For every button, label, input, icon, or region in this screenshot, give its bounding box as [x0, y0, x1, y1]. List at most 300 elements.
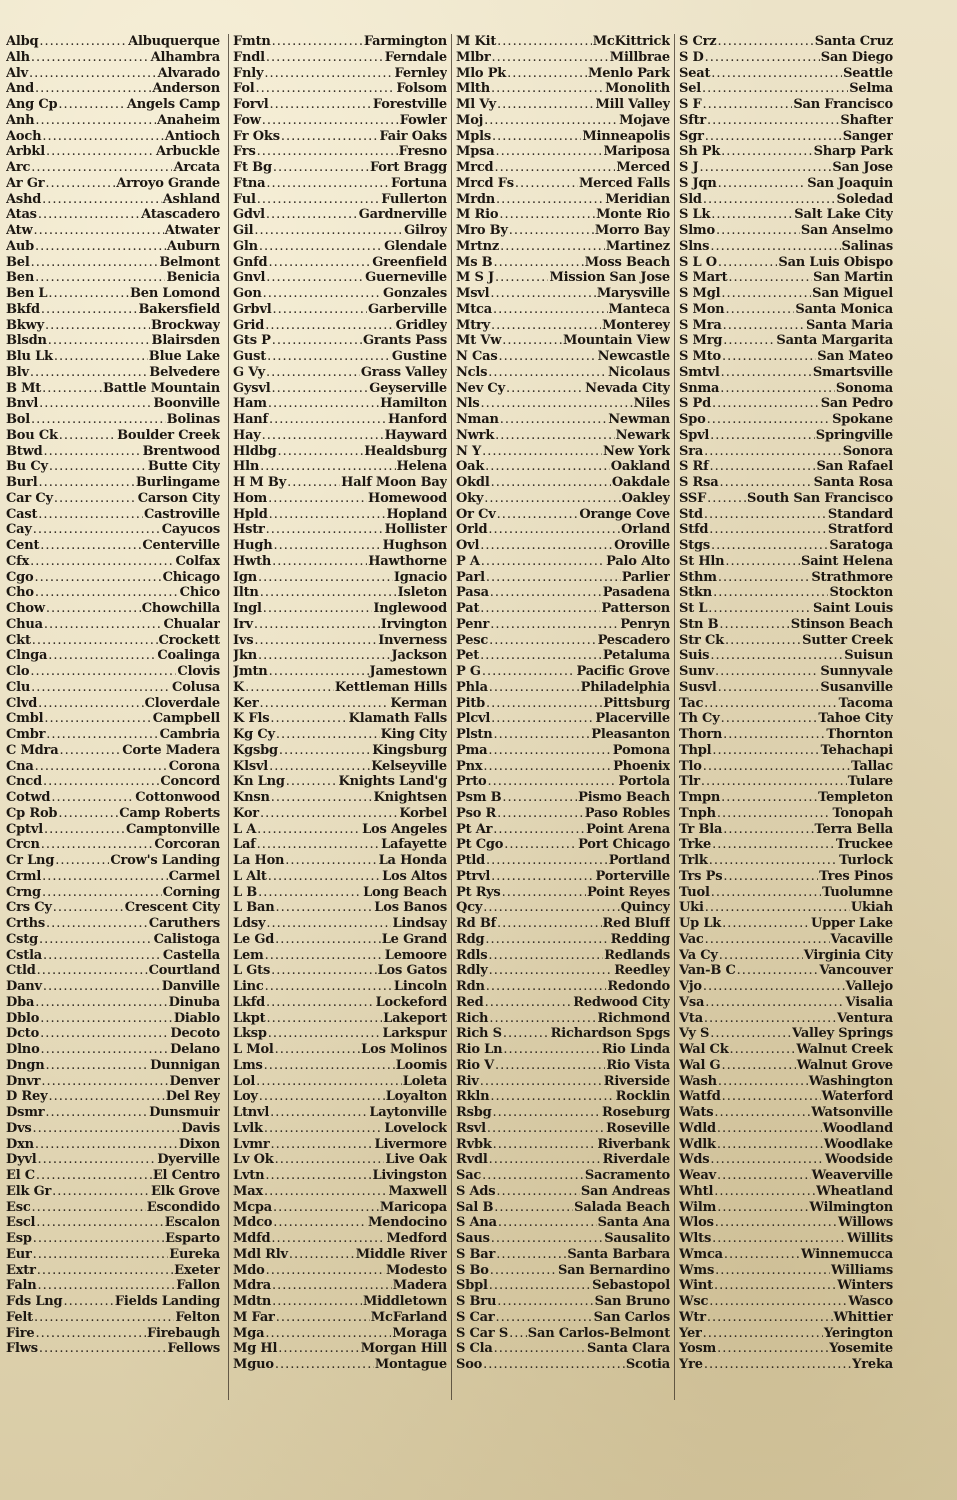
dot-leader [503, 1042, 600, 1058]
dot-leader [493, 822, 585, 838]
entry-city-name: Gustine [391, 349, 447, 364]
dot-leader [260, 696, 390, 712]
entry-city-name: Farmington [363, 34, 447, 49]
directory-entry [456, 790, 670, 806]
directory-entry [456, 554, 670, 570]
directory-entry [679, 1263, 893, 1279]
dot-leader [709, 1294, 847, 1310]
dot-leader [496, 1310, 593, 1326]
dot-leader [36, 1326, 147, 1342]
entry-abbreviation: Aub [6, 238, 35, 254]
dot-leader [497, 806, 584, 822]
directory-entry [456, 916, 670, 932]
entry-city-name: Pleasanton [591, 727, 670, 742]
entry-city-name: Kingsburg [372, 742, 447, 758]
entry-city-name: Scotia [625, 1357, 670, 1372]
dot-leader [493, 1137, 597, 1153]
entry-abbreviation: Dsmr [6, 1105, 45, 1120]
directory-entry [6, 900, 220, 916]
entry-abbreviation: Std [679, 506, 703, 522]
entry-abbreviation: Esc [6, 1199, 31, 1215]
entry-abbreviation: Wsc [679, 1294, 709, 1309]
directory-entry [456, 837, 670, 853]
entry-city-name: Oakland [610, 459, 670, 475]
entry-city-name: Lindsay [392, 916, 447, 931]
dot-leader [489, 1152, 602, 1168]
dot-leader [32, 633, 158, 649]
entry-city-name: Centerville [142, 538, 220, 553]
entry-city-name: Wheatland [816, 1183, 893, 1199]
dot-leader [276, 1310, 370, 1326]
directory-entry [233, 743, 447, 759]
entry-city-name: Riverside [603, 1073, 670, 1089]
directory-entry [6, 207, 220, 223]
entry-abbreviation: Mtca [456, 301, 492, 317]
entry-city-name: Kettleman Hills [334, 679, 447, 695]
entry-city-name: Springville [815, 427, 893, 443]
entry-abbreviation: Ctld [6, 963, 36, 979]
entry-city-name: Tacoma [838, 695, 893, 711]
entry-city-name: San Rafael [816, 459, 893, 475]
entry-abbreviation: Ar Gr [6, 175, 45, 191]
dot-leader [257, 144, 398, 160]
entry-city-name: Santa Monica [795, 301, 893, 317]
entry-abbreviation: Snma [679, 380, 720, 396]
entry-city-name: Lakeport [383, 1010, 447, 1026]
entry-abbreviation: Grid [233, 317, 265, 333]
entry-abbreviation: Grbvl [233, 301, 272, 317]
entry-city-name: Tahoe City [818, 711, 893, 727]
entry-city-name: McKittrick [592, 34, 670, 49]
entry-city-name: Colfax [175, 553, 220, 569]
dot-leader [502, 885, 586, 901]
entry-abbreviation: S Lk [679, 207, 711, 223]
entry-abbreviation: Dngn [6, 1057, 45, 1073]
entry-abbreviation: Wash [679, 1073, 717, 1089]
entry-city-name: Battle Mountain [103, 380, 220, 396]
dot-leader [515, 176, 578, 192]
entry-city-name: Redondo [607, 979, 670, 994]
entry-abbreviation: Pasa [456, 585, 489, 601]
directory-entry [233, 963, 447, 979]
entry-city-name: Minneapolis [582, 128, 670, 144]
entry-city-name: Winnemucca [801, 1246, 893, 1262]
entry-abbreviation: Arbkl [6, 144, 45, 160]
entry-city-name: Cambria [159, 727, 220, 742]
entry-abbreviation: Rkln [456, 1089, 490, 1105]
entry-abbreviation: Bou Ck [6, 427, 58, 443]
dot-leader [59, 428, 116, 444]
dot-leader [41, 1074, 168, 1090]
entry-abbreviation: Ftna [233, 175, 266, 191]
entry-city-name: Ashland [162, 191, 220, 207]
directory-entry [679, 790, 893, 806]
directory-entry [679, 522, 893, 538]
directory-entry [233, 318, 447, 334]
dot-leader [502, 790, 577, 806]
entry-abbreviation: Wtr [679, 1309, 706, 1325]
dot-leader [710, 428, 815, 444]
directory-entry [6, 1042, 220, 1058]
entry-abbreviation: Slns [679, 238, 710, 254]
entry-city-name: Santa Cruz [814, 34, 893, 49]
entry-city-name: Monolith [605, 81, 670, 97]
entry-abbreviation: Pat [456, 601, 480, 616]
directory-entry [679, 50, 893, 66]
dot-leader [490, 617, 619, 633]
entry-city-name: Santa Barbara [567, 1246, 670, 1262]
directory-entry [233, 381, 447, 397]
directory-entry [6, 318, 220, 334]
dot-leader [39, 396, 152, 412]
directory-entry [6, 428, 220, 444]
directory-entry [679, 759, 893, 775]
entry-city-name: Dunnigan [150, 1057, 220, 1073]
entry-abbreviation: M Far [233, 1309, 275, 1325]
directory-entry [233, 459, 447, 475]
dot-leader [265, 1326, 391, 1342]
dot-leader [38, 207, 140, 223]
entry-city-name: Campbell [152, 711, 220, 727]
entry-abbreviation: Atw [6, 223, 33, 238]
dot-leader [281, 129, 379, 145]
dot-leader [268, 396, 379, 412]
directory-entry [679, 396, 893, 412]
entry-city-name: King City [380, 727, 447, 742]
dot-leader [499, 349, 597, 365]
dot-leader [268, 1026, 382, 1042]
entry-abbreviation: Trke [679, 837, 712, 853]
dot-leader [723, 869, 818, 885]
directory-entry [233, 585, 447, 601]
entry-abbreviation: Albq [6, 34, 39, 49]
dot-leader [715, 664, 819, 680]
entry-city-name: Boulder Creek [117, 427, 220, 443]
entry-city-name: Corte Madera [122, 742, 220, 758]
directory-entry [233, 1310, 447, 1326]
entry-city-name: Middle River [355, 1246, 447, 1262]
directory-entry [233, 333, 447, 349]
entry-abbreviation: Fndl [233, 49, 265, 65]
entry-city-name: Saint Louis [812, 601, 893, 616]
entry-abbreviation: Prto [456, 774, 487, 790]
dot-leader [266, 270, 364, 286]
directory-entry [233, 97, 447, 113]
dot-leader [41, 302, 138, 318]
dot-leader [254, 633, 377, 649]
directory-entry [679, 696, 893, 712]
directory-entry [233, 853, 447, 869]
entry-abbreviation: Blv [6, 364, 29, 380]
entry-abbreviation: Parl [456, 569, 485, 585]
dot-leader [52, 1184, 150, 1200]
directory-entry [679, 1168, 893, 1184]
dot-leader [717, 1200, 808, 1216]
entry-city-name: Cloverdale [144, 695, 220, 711]
dot-leader [730, 1042, 796, 1058]
entry-abbreviation: Stfd [679, 522, 709, 538]
entry-abbreviation: Pet [456, 648, 480, 664]
dot-leader [35, 570, 162, 586]
directory-entry [456, 1341, 670, 1357]
entry-abbreviation: Cstla [6, 947, 43, 963]
entry-abbreviation: Bu Cy [6, 459, 48, 475]
entry-city-name: Brockway [151, 317, 220, 333]
directory-entry [6, 759, 220, 775]
dot-leader [267, 349, 391, 365]
entry-abbreviation: S Mrg [679, 333, 723, 349]
dot-leader [705, 50, 820, 66]
directory-entry [679, 428, 893, 444]
entry-abbreviation: Qcy [456, 900, 483, 916]
entry-abbreviation: SSF [679, 490, 707, 506]
entry-abbreviation: Dvs [6, 1120, 32, 1136]
entry-city-name: Butte City [147, 459, 220, 475]
directory-entry [233, 207, 447, 223]
entry-abbreviation: Mtry [456, 317, 490, 333]
entry-city-name: Monterey [602, 317, 670, 333]
directory-entry [233, 885, 447, 901]
dot-leader [491, 318, 601, 334]
entry-abbreviation: Hln [233, 459, 260, 475]
entry-abbreviation: Gdvl [233, 207, 265, 223]
dot-leader [723, 318, 805, 334]
entry-city-name: Denver [169, 1073, 220, 1089]
directory-entry [456, 66, 670, 82]
entry-city-name: Turlock [839, 853, 893, 868]
dot-leader [717, 1121, 822, 1137]
dot-leader [484, 113, 618, 129]
directory-entry [6, 570, 220, 586]
entry-city-name: South San Francisco [747, 490, 893, 506]
dot-leader [480, 1074, 603, 1090]
entry-abbreviation: Bnvl [6, 396, 39, 412]
dot-leader [725, 302, 794, 318]
directory-entry [233, 948, 447, 964]
entry-abbreviation: Rsbg [456, 1105, 492, 1120]
dot-leader [717, 1341, 828, 1357]
directory-entry [456, 696, 670, 712]
entry-city-name: Anaheim [157, 112, 220, 128]
entry-city-name: Esparto [165, 1231, 220, 1246]
entry-city-name: Fowler [399, 112, 447, 128]
directory-entry [456, 223, 670, 239]
dot-leader [712, 837, 835, 853]
dot-leader [480, 538, 613, 554]
dot-leader [31, 160, 172, 176]
dot-leader [718, 34, 814, 50]
entry-city-name: Middletown [362, 1294, 447, 1309]
directory-entry [6, 664, 220, 680]
dot-leader [42, 381, 102, 397]
entry-city-name: Fernley [394, 65, 447, 81]
entry-city-name: Penryn [620, 616, 670, 632]
dot-leader [497, 916, 602, 932]
directory-entry [456, 538, 670, 554]
entry-abbreviation: Sld [679, 191, 702, 207]
entry-abbreviation: Mdl Rlv [233, 1246, 288, 1262]
entry-city-name: Sausalito [604, 1231, 670, 1246]
dot-leader [484, 491, 620, 507]
directory-entry [6, 1168, 220, 1184]
entry-abbreviation: Yer [679, 1325, 702, 1341]
entry-abbreviation: Vta [679, 1010, 703, 1026]
entry-city-name: Le Grand [381, 931, 447, 947]
dot-leader [44, 617, 163, 633]
entry-city-name: Riverbank [597, 1136, 670, 1152]
entry-abbreviation: Faln [6, 1278, 37, 1294]
entry-abbreviation: Alh [6, 49, 30, 65]
directory-entry [6, 507, 220, 523]
directory-entry [456, 1137, 670, 1153]
entry-abbreviation: S F [679, 97, 702, 112]
entry-abbreviation: Ft Bg [233, 160, 272, 175]
dot-leader [485, 932, 609, 948]
directory-entry [6, 412, 220, 428]
entry-city-name: Garberville [367, 301, 447, 317]
directory-entry [456, 412, 670, 428]
dot-leader [266, 995, 375, 1011]
entry-city-name: Dunsmuir [149, 1105, 220, 1120]
directory-entry [6, 160, 220, 176]
dot-leader [31, 50, 150, 66]
entry-city-name: Philadelphia [580, 679, 670, 695]
entry-city-name: Williams [830, 1262, 893, 1278]
directory-entry [456, 239, 670, 255]
entry-city-name: Riverdale [602, 1152, 670, 1168]
directory-entry [6, 538, 220, 554]
dot-leader [40, 1011, 173, 1027]
entry-city-name: San Luis Obispo [778, 254, 893, 270]
directory-entry [679, 885, 893, 901]
entry-abbreviation: Psm B [456, 790, 502, 805]
entry-abbreviation: Eur [6, 1246, 32, 1262]
dot-leader [269, 759, 370, 775]
dot-leader [718, 570, 811, 586]
directory-entry [456, 192, 670, 208]
dot-leader [38, 507, 143, 523]
entry-abbreviation: Atas [6, 207, 37, 223]
entry-city-name: Klamath Falls [348, 711, 447, 727]
dot-leader [260, 806, 398, 822]
entry-city-name: Angels Camp [126, 97, 220, 112]
entry-city-name: Willows [838, 1215, 893, 1231]
dot-leader [482, 444, 602, 460]
dot-leader [485, 995, 573, 1011]
entry-abbreviation: Hay [233, 427, 261, 443]
entry-city-name: San Martin [813, 270, 893, 286]
entry-abbreviation: Lkfd [233, 994, 266, 1010]
dot-leader [710, 459, 816, 475]
dot-leader [38, 1278, 176, 1294]
entry-city-name: Truckee [835, 837, 893, 853]
entry-abbreviation: Vac [679, 931, 704, 947]
directory-entry [456, 853, 670, 869]
dot-leader [723, 333, 775, 349]
entry-abbreviation: Sthm [679, 569, 717, 585]
dot-leader [720, 381, 835, 397]
directory-entry [6, 1011, 220, 1027]
entry-abbreviation: Clvd [6, 695, 38, 711]
entry-abbreviation: Lksp [233, 1026, 267, 1042]
entry-city-name: Livermore [374, 1136, 447, 1152]
dot-leader [721, 286, 811, 302]
entry-abbreviation: Hpld [233, 506, 268, 522]
entry-abbreviation: Mlth [456, 81, 490, 97]
entry-city-name: Calistoga [153, 931, 220, 947]
directory-column-4 [679, 34, 893, 1373]
dot-leader [33, 223, 163, 239]
directory-entry [233, 176, 447, 192]
entry-abbreviation: Nman [456, 412, 499, 427]
entry-abbreviation: Ptrvl [456, 868, 491, 884]
entry-city-name: Corcoran [154, 837, 220, 853]
directory-entry [233, 601, 447, 617]
directory-entry [679, 286, 893, 302]
entry-abbreviation: Orld [456, 522, 488, 538]
dot-leader [41, 1042, 170, 1058]
dot-leader [495, 144, 602, 160]
entry-city-name: Visalia [845, 994, 893, 1010]
entry-city-name: Orland [621, 522, 670, 538]
entry-abbreviation: Clo [6, 664, 30, 679]
entry-city-name: Courtland [148, 963, 220, 979]
entry-abbreviation: Ldsy [233, 916, 266, 931]
entry-abbreviation: Ful [233, 191, 256, 207]
entry-city-name: Pomona [612, 742, 670, 758]
entry-abbreviation: Mlbr [456, 49, 491, 65]
entry-city-name: Benicia [166, 270, 220, 286]
entry-city-name: Knights Land'g [338, 774, 447, 790]
dot-leader [707, 1310, 833, 1326]
entry-abbreviation: Jkn [233, 648, 258, 664]
directory-entry [6, 837, 220, 853]
entry-city-name: Los Banos [374, 900, 447, 916]
dot-leader [485, 459, 610, 475]
dot-leader [490, 286, 595, 302]
directory-entry [6, 1152, 220, 1168]
dot-leader [488, 774, 618, 790]
entry-abbreviation: Yosm [679, 1341, 717, 1357]
directory-entry [679, 774, 893, 790]
entry-abbreviation: Lvtn [233, 1168, 265, 1183]
entry-abbreviation: S Crz [679, 34, 717, 49]
entry-abbreviation: Bel [6, 254, 30, 270]
dot-leader [509, 223, 594, 239]
entry-city-name: Willits [846, 1231, 893, 1246]
entry-abbreviation: Wilm [679, 1199, 717, 1215]
directory-entry [679, 1121, 893, 1137]
entry-city-name: Hopland [386, 506, 447, 522]
directory-entry [6, 522, 220, 538]
entry-city-name: Loyalton [385, 1089, 447, 1105]
entry-abbreviation: Rvbk [456, 1136, 492, 1152]
entry-city-name: Maricopa [379, 1199, 447, 1215]
directory-entry [6, 113, 220, 129]
entry-city-name: Watsonville [811, 1105, 893, 1120]
entry-city-name: Portola [618, 774, 670, 790]
entry-city-name: Long Beach [363, 884, 447, 900]
dot-leader [259, 1089, 385, 1105]
entry-abbreviation: Kg Cy [233, 727, 275, 742]
directory-entry [679, 97, 893, 113]
entry-city-name: Saint Helena [801, 553, 893, 569]
entry-city-name: Hanford [388, 412, 447, 427]
entry-city-name: San Bruno [594, 1294, 670, 1309]
entry-city-name: Mendocino [367, 1215, 447, 1231]
dot-leader [712, 396, 820, 412]
entry-city-name: Kerman [390, 695, 447, 711]
